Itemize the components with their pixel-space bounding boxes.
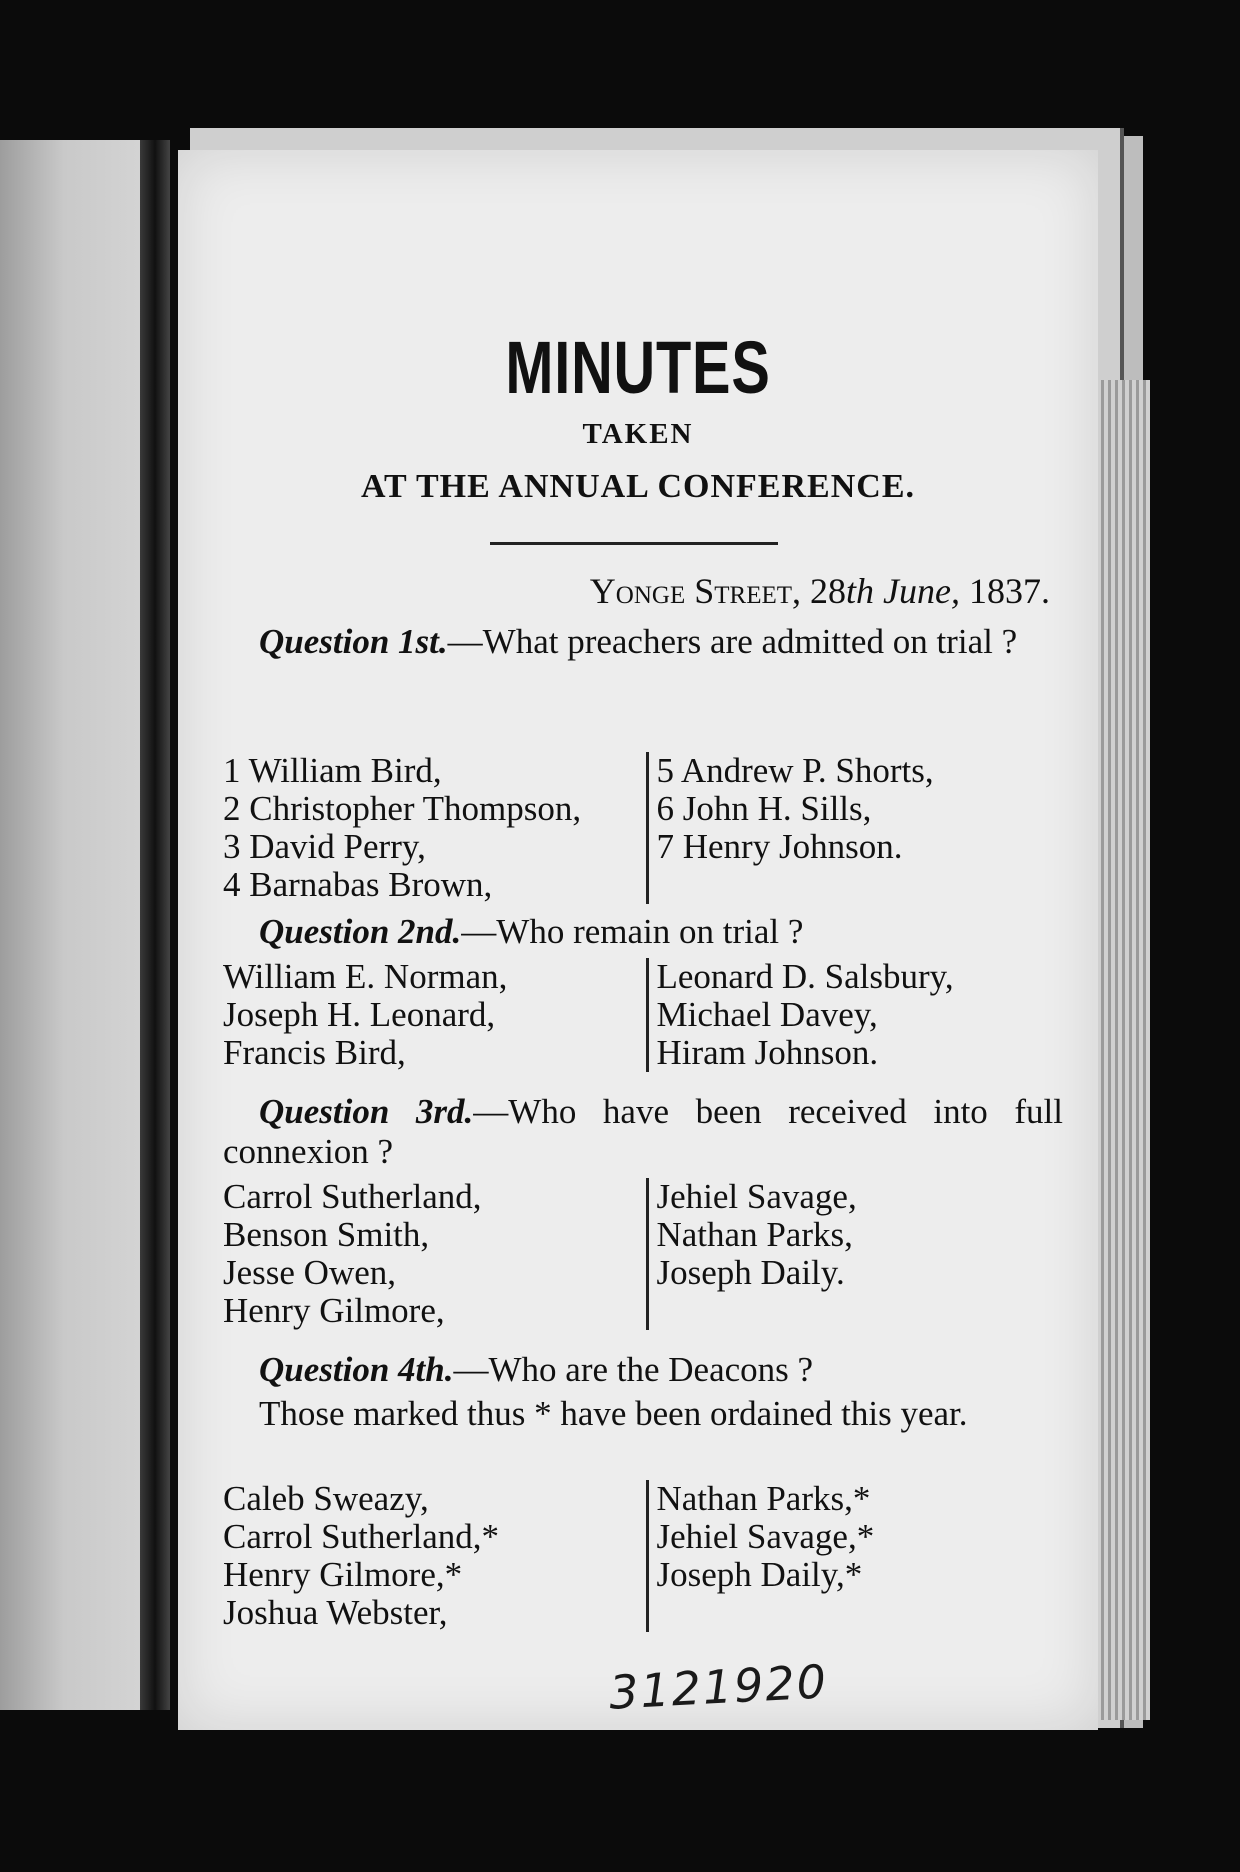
list-item: Hiram Johnson.	[656, 1033, 879, 1072]
list-item: Leonard D. Salsbury,	[656, 957, 954, 996]
handwritten-number: 3121920	[607, 1654, 830, 1720]
list-right-column	[646, 1480, 1069, 1632]
list-right-column	[646, 752, 1069, 904]
question-text: —Who have been received into full connexion ?	[223, 1092, 1063, 1171]
question-label: Question 1st.	[259, 622, 448, 661]
question-1-list	[223, 752, 1068, 904]
list-item: 6 John H. Sills,	[656, 789, 872, 828]
question-3	[223, 1092, 1063, 1172]
dateline	[590, 570, 1050, 612]
question-4	[223, 1350, 1063, 1390]
list-left-column	[223, 752, 646, 904]
dateline-month: June,	[874, 571, 960, 611]
subtitle-conference: AT THE ANNUAL CONFERENCE.	[361, 468, 915, 505]
list-item: Benson Smith,	[223, 1215, 430, 1254]
question-label: Question 2nd.	[259, 912, 462, 951]
list-item: 4 Barnabas Brown,	[223, 865, 493, 904]
list-item: Nathan Parks,*	[656, 1479, 871, 1518]
subtitle-taken: TAKEN	[582, 418, 694, 450]
question-text: —What preachers are admitted on trial ?	[447, 622, 1018, 661]
list-item: Carrol Sutherland,	[223, 1177, 482, 1216]
list-item: Joshua Webster,	[223, 1593, 448, 1632]
list-right-column	[646, 958, 1069, 1072]
question-label: Question 4th.	[259, 1350, 454, 1389]
list-item: William E. Norman,	[223, 957, 508, 996]
list-left-column	[223, 958, 646, 1072]
list-item: Francis Bird,	[223, 1033, 406, 1072]
document-page	[178, 150, 1098, 1730]
list-item: Carrol Sutherland,*	[223, 1517, 500, 1556]
list-item: 5 Andrew P. Shorts,	[656, 751, 934, 790]
question-2-list	[223, 958, 1068, 1072]
list-item: 2 Christopher Thompson,	[223, 789, 582, 828]
list-item: Henry Gilmore,	[223, 1291, 445, 1330]
page-title: MINUTES	[505, 326, 771, 409]
dateline-place: Yonge Street,	[589, 571, 802, 611]
list-item: Joseph Daily,*	[656, 1555, 863, 1594]
question-3-list	[223, 1178, 1068, 1330]
previous-page	[0, 140, 160, 1710]
list-item: 1 William Bird,	[223, 751, 442, 790]
question-label: Question 3rd.	[259, 1092, 474, 1131]
question-2	[223, 912, 1063, 952]
book-spine	[140, 140, 170, 1710]
question-4-note: Those marked thus * have been ordained this year.	[259, 1394, 968, 1433]
list-item: Jehiel Savage,*	[656, 1517, 875, 1556]
dateline-year: 1837.	[960, 571, 1050, 611]
question-1	[223, 622, 1063, 662]
list-item: Joseph H. Leonard,	[223, 995, 496, 1034]
list-item: Michael Davey,	[656, 995, 878, 1034]
dateline-ordinal: th	[846, 571, 875, 611]
list-right-column	[646, 1178, 1069, 1330]
list-item: Caleb Sweazy,	[223, 1479, 429, 1518]
question-4-list	[223, 1480, 1068, 1632]
question-text: —Who are the Deacons ?	[453, 1350, 814, 1389]
list-item: Joseph Daily.	[656, 1253, 845, 1292]
list-item: Jehiel Savage,	[656, 1177, 857, 1216]
list-item: Jesse Owen,	[223, 1253, 397, 1292]
list-item: 7 Henry Johnson.	[656, 827, 903, 866]
list-item: Nathan Parks,	[656, 1215, 853, 1254]
divider-rule	[490, 542, 778, 545]
list-left-column	[223, 1480, 646, 1632]
list-left-column	[223, 1178, 646, 1330]
question-text: —Who remain on trial ?	[461, 912, 804, 951]
dateline-day: 28	[801, 571, 847, 611]
list-item: 3 David Perry,	[223, 827, 426, 866]
list-item: Henry Gilmore,*	[223, 1555, 463, 1594]
